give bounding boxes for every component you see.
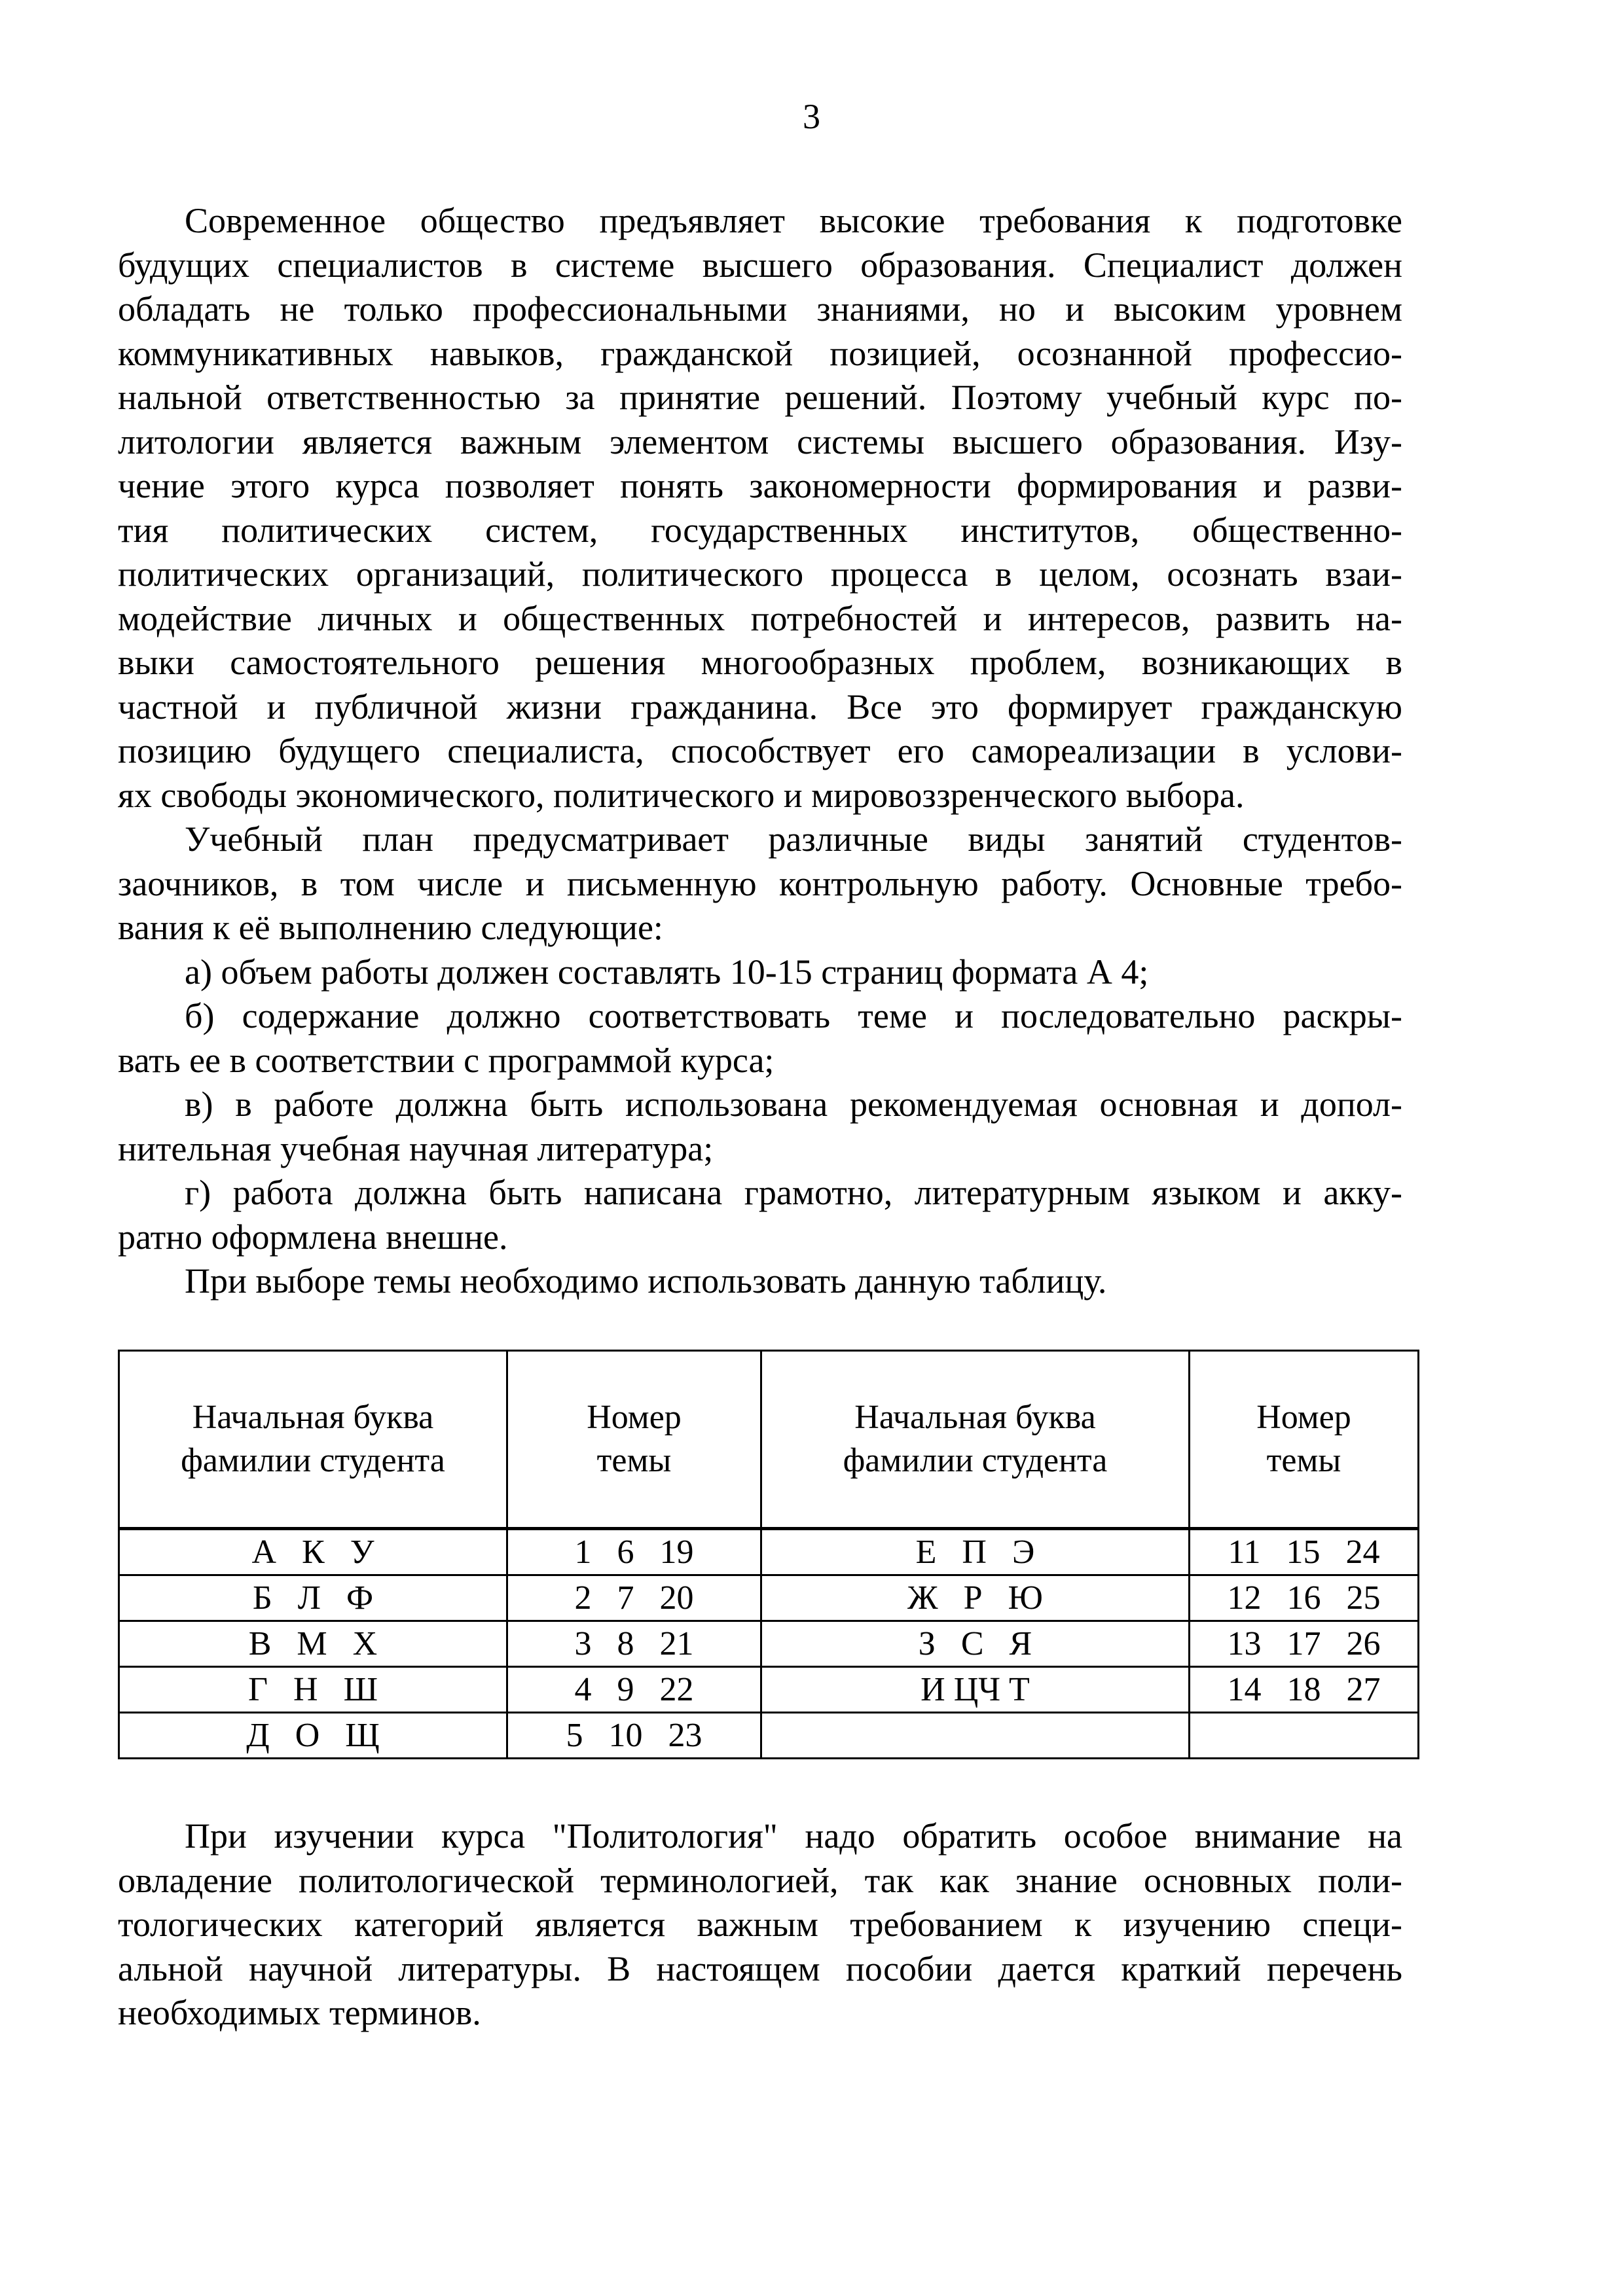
text-line: вания к её выполнению следующие: bbox=[118, 908, 663, 947]
text-line: овладение политологической терминологией, так как знание основных поли- bbox=[118, 1860, 1402, 1900]
text-line: альной научной литературы. В настоящем пособии дается краткий перечень bbox=[118, 1948, 1402, 1988]
text-line: необходимых терминов. bbox=[118, 1993, 481, 2032]
topic-numbers-cell: 3 8 21 bbox=[507, 1621, 761, 1667]
topic-numbers-cell: 12 16 25 bbox=[1190, 1575, 1419, 1621]
topic-numbers-cell: 1 6 19 bbox=[507, 1529, 761, 1575]
topic-numbers-cell: 2 7 20 bbox=[507, 1575, 761, 1621]
text-line: будущих специалистов в системе высшего образования. Специалист должен bbox=[118, 245, 1402, 285]
letters-cell: Г Н Ш bbox=[119, 1667, 507, 1713]
letters-cell: Б Л Ф bbox=[119, 1575, 507, 1621]
topic-selection-table bbox=[118, 1350, 1419, 1759]
topic-numbers-cell: 13 17 26 bbox=[1190, 1621, 1419, 1667]
table-row bbox=[119, 1575, 1419, 1621]
text-line: нальной ответственностью за принятие решений. Поэтому учебный курс по- bbox=[118, 378, 1402, 417]
text-line: При выборе темы необходимо использовать данную таблицу. bbox=[185, 1261, 1107, 1300]
body-text-top bbox=[118, 199, 1402, 1304]
text-line: вать ее в соответствии с программой курса; bbox=[118, 1040, 775, 1080]
topic-numbers-cell bbox=[1190, 1713, 1419, 1759]
text-line: выки самостоятельного решения многообразных проблем, возникающих в bbox=[118, 643, 1402, 682]
page-number: 3 bbox=[803, 97, 820, 136]
table-row bbox=[119, 1621, 1419, 1667]
topic-numbers-cell: 14 18 27 bbox=[1190, 1667, 1419, 1713]
text-line: политических организаций, политического процесса в целом, осознать взаи- bbox=[118, 554, 1402, 594]
letters-cell: Е П Э bbox=[761, 1529, 1190, 1575]
text-line: частной и публичной жизни гражданина. Все это формирует гражданскую bbox=[118, 687, 1402, 726]
header-topic-number: Номер темы bbox=[507, 1351, 761, 1529]
text-line: чение этого курса позволяет понять закономерности формирования и разви- bbox=[118, 466, 1402, 505]
text-line: ратно оформлена внешне. bbox=[118, 1217, 508, 1257]
body-text-bottom bbox=[118, 1814, 1402, 2036]
text-line: Современное общество предъявляет высокие требования к подготовке bbox=[185, 201, 1402, 240]
topic-numbers-cell: 5 10 23 bbox=[507, 1713, 761, 1759]
letters-cell bbox=[761, 1713, 1190, 1759]
text-line: а) объем работы должен составлять 10-15 страниц формата А 4; bbox=[185, 952, 1149, 992]
table-row bbox=[119, 1667, 1419, 1713]
header-letter: Начальная буква фамилии студента bbox=[119, 1351, 507, 1529]
text-line: в) в работе должна быть использована рекомендуемая основная и допол- bbox=[185, 1085, 1402, 1124]
text-line: обладать не только профессиональными знаниями, но и высоким уровнем bbox=[118, 289, 1402, 329]
text-line: модействие личных и общественных потребностей и интересов, развить на- bbox=[118, 598, 1402, 638]
letters-cell: З С Я bbox=[761, 1621, 1190, 1667]
text-line: позицию будущего специалиста, способствует его самореализации в услови- bbox=[118, 731, 1402, 770]
table-row bbox=[119, 1529, 1419, 1575]
text-line: литологии является важным элементом системы высшего образования. Изу- bbox=[118, 422, 1402, 461]
table-header-row bbox=[119, 1351, 1419, 1529]
text-line: нительная учебная научная литература; bbox=[118, 1128, 714, 1168]
letters-cell: Д О Щ bbox=[119, 1713, 507, 1759]
text-line: При изучении курса "Политология" надо обратить особое внимание на bbox=[185, 1816, 1402, 1856]
letters-cell: В М Х bbox=[119, 1621, 507, 1667]
letters-cell: А К У bbox=[119, 1529, 507, 1575]
text-line: тологических категорий является важным требованием к изучению специ- bbox=[118, 1905, 1402, 1944]
text-line: Учебный план предусматривает различные виды занятий студентов- bbox=[185, 819, 1402, 859]
text-line: тия политических систем, государственных институтов, общественно- bbox=[118, 510, 1402, 550]
text-line: коммуникативных навыков, гражданской позицией, осознанной профессио- bbox=[118, 333, 1402, 373]
letters-cell: Ж Р Ю bbox=[761, 1575, 1190, 1621]
header-topic-number: Номер темы bbox=[1190, 1351, 1419, 1529]
text-line: г) работа должна быть написана грамотно, литературным языком и акку- bbox=[185, 1173, 1402, 1212]
topic-numbers-cell: 11 15 24 bbox=[1190, 1529, 1419, 1575]
header-letter: Начальная буква фамилии студента bbox=[761, 1351, 1190, 1529]
table-row bbox=[119, 1713, 1419, 1759]
text-line: заочников, в том числе и письменную контрольную работу. Основные требо- bbox=[118, 863, 1402, 903]
letters-cell: И ЦЧ Т bbox=[761, 1667, 1190, 1713]
text-line: б) содержание должно соответствовать теме и последовательно раскры- bbox=[185, 996, 1402, 1035]
text-line: ях свободы экономического, политического и мировоззренческого выбора. bbox=[118, 775, 1245, 815]
topic-numbers-cell: 4 9 22 bbox=[507, 1667, 761, 1713]
